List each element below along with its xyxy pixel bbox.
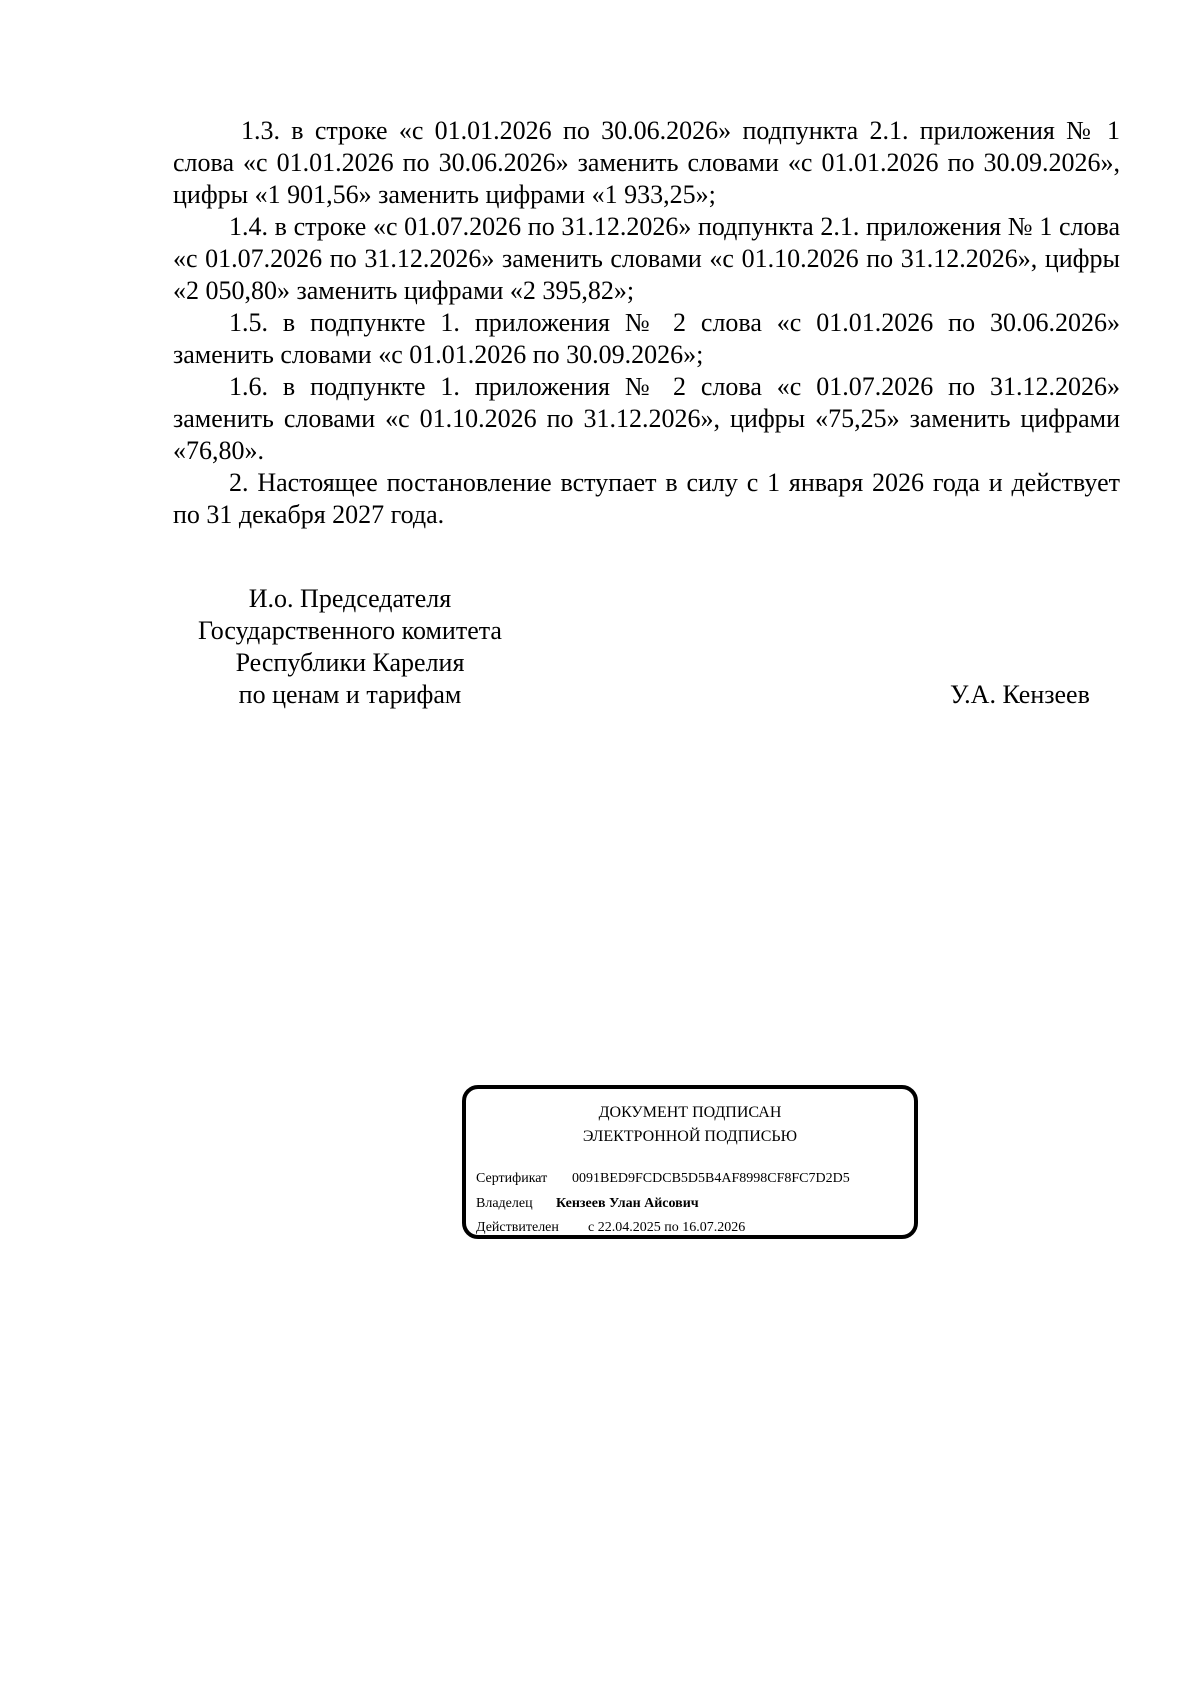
stamp-title [466,1101,914,1149]
signatory-title-line: по ценам и тарифам [238,680,462,709]
electronic-signature-stamp [462,1085,918,1239]
paragraph-1-6: 1.6. в подпункте 1. приложения № 2 слова «с 01.07.2026 по 31.12.2026» заменить словами «с 01.10.2026 по 31.12.2026», цифры «75,25» заменить цифрами «76,80». [173,372,1120,465]
signatory-name: У.А. Кензеев [950,680,1090,709]
signatory-title-line: И.о. Председателя [248,584,452,613]
paragraph-1-5: 1.5. в подпункте 1. приложения № 2 слова «с 01.01.2026 по 30.06.2026» заменить словами «с 01.01.2026 по 30.09.2026»; [173,308,1120,369]
stamp-title-line: ДОКУМЕНТ ПОДПИСАН [598,1104,782,1121]
stamp-certificate-row [476,1170,850,1188]
paragraph-1-3: 1.3. в строке «с 01.01.2026 по 30.06.2026» подпункта 2.1. приложения № 1 слова «с 01.01.2026 по 30.06.2026» заменить словами «с 01.01.2026 по 30.09.2026», цифры «1 901,56» заменить цифрами «1 933,25»; [173,116,1120,209]
owner-value: Кензеев Улан Айсович [556,1196,699,1211]
certificate-label: Сертификат [476,1171,548,1186]
validity-label: Действителен [476,1220,559,1235]
stamp-owner-row [476,1195,699,1213]
stamp-title-line: ЭЛЕКТРОННОЙ ПОДПИСЬЮ [582,1128,798,1145]
stamp-validity-row [476,1219,745,1237]
paragraph-1-4: 1.4. в строке «с 01.07.2026 по 31.12.2026» подпункта 2.1. приложения № 1 слова «с 01.07.2026 по 31.12.2026» заменить словами «с 01.10.2026 по 31.12.2026», цифры «2 050,80» заменить цифрами «2 395,82»; [173,212,1120,305]
certificate-value: 0091BED9FCDCB5D5B4AF8998CF8FC7D2D5 [572,1171,850,1186]
signatory-title-line: Государственного комитета [198,616,502,645]
signatory-title-line: Республики Карелия [235,648,465,677]
paragraph-2: 2. Настоящее постановление вступает в силу с 1 января 2026 года и действует по 31 декабря 2027 года. [173,468,1120,529]
owner-label: Владелец [476,1196,533,1211]
document-body [173,115,1120,531]
validity-value: с 22.04.2025 по 16.07.2026 [588,1220,746,1235]
signatory-title [160,583,540,711]
